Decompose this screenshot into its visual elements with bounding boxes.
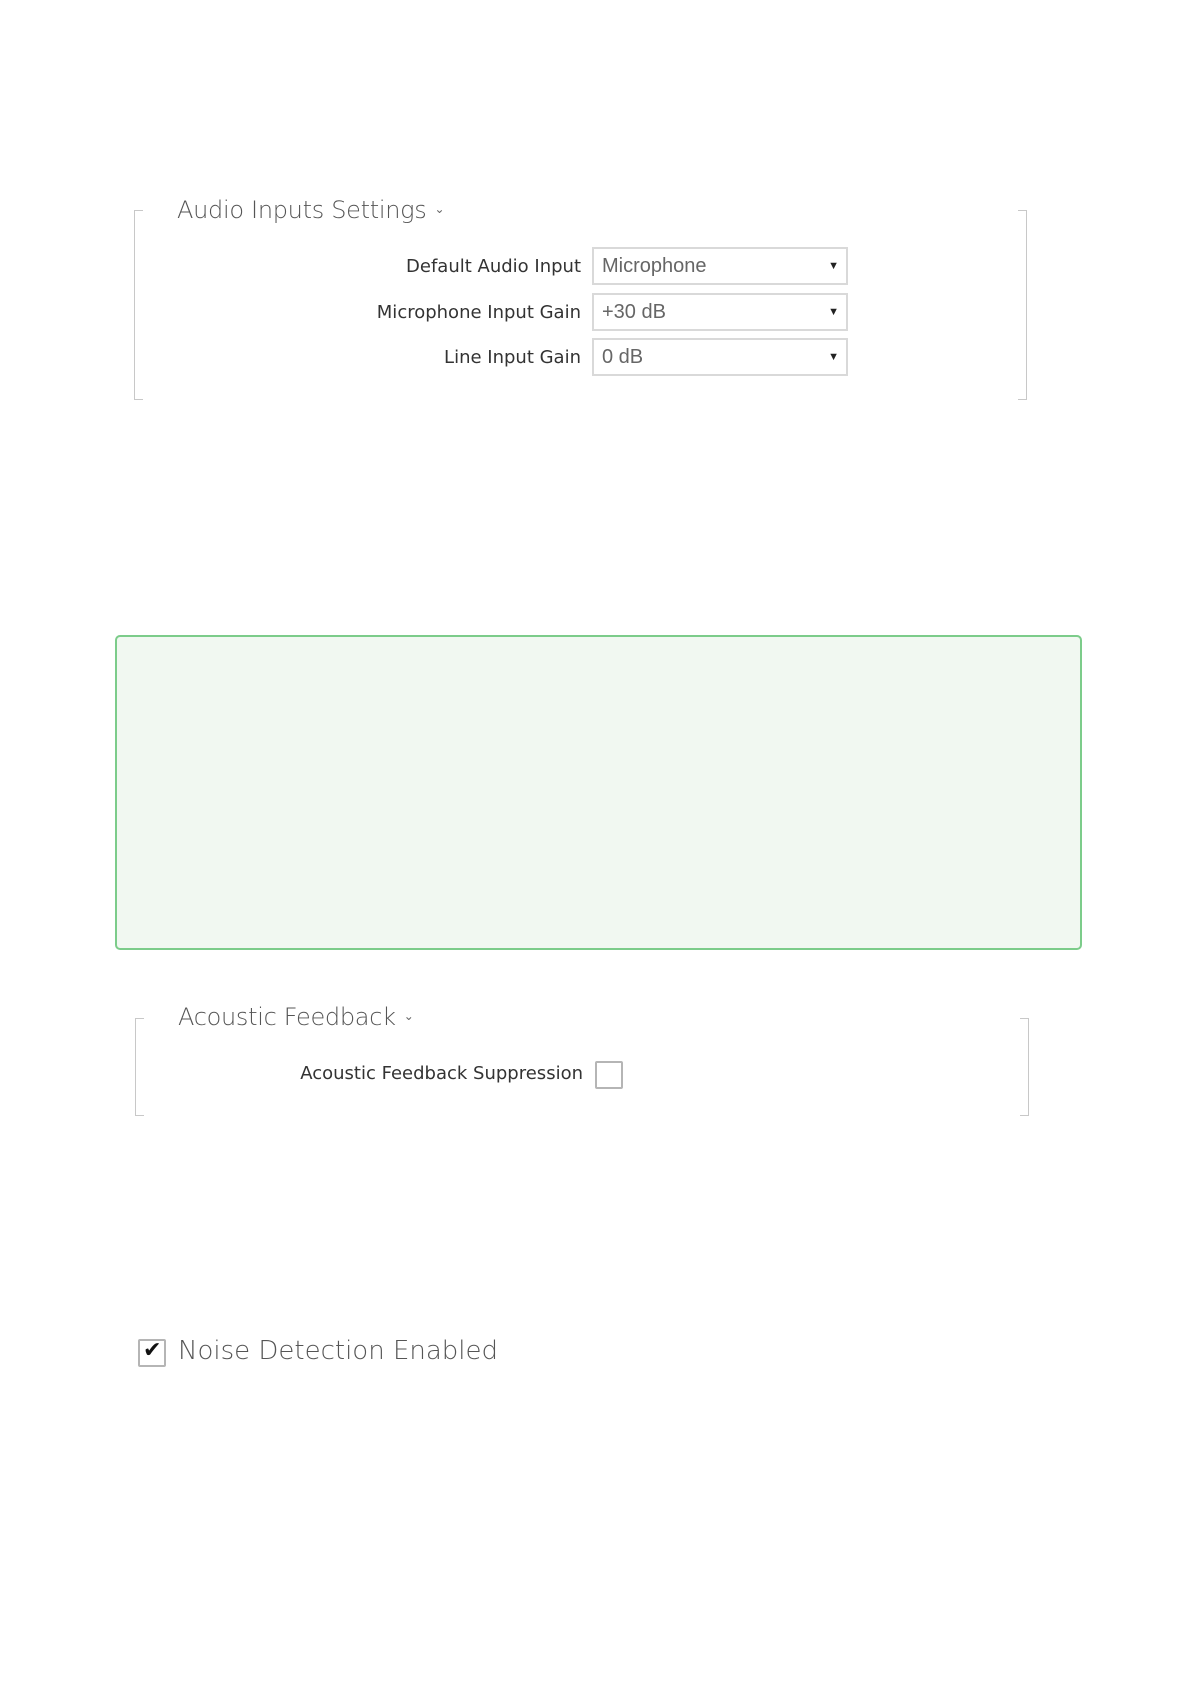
noise-detection-label: Noise Detection Enabled <box>178 1336 499 1366</box>
default-audio-input-select[interactable] <box>592 247 848 285</box>
acoustic-feedback-suppression-label: Acoustic Feedback Suppression <box>300 1063 583 1084</box>
audio-inputs-title-text: Audio Inputs Settings <box>177 196 427 224</box>
default-audio-input-value: Microphone <box>602 255 707 277</box>
triangle-down-icon: ▼ <box>828 351 839 363</box>
acoustic-feedback-title-text: Acoustic Feedback <box>178 1003 396 1031</box>
audio-inputs-title[interactable] <box>177 196 444 224</box>
chevron-down-icon: ⌄ <box>434 202 445 216</box>
section-bracket-left <box>134 210 143 400</box>
chevron-down-icon: ⌄ <box>403 1009 414 1023</box>
checkmark-icon: ✔ <box>143 1338 162 1363</box>
line-input-gain-select[interactable] <box>592 338 848 376</box>
acoustic-feedback-suppression-checkbox[interactable] <box>595 1061 623 1089</box>
triangle-down-icon: ▼ <box>828 260 839 272</box>
section-bracket-right <box>1018 210 1027 400</box>
microphone-input-gain-label: Microphone Input Gain <box>376 302 581 323</box>
line-input-gain-label: Line Input Gain <box>444 347 581 368</box>
section-bracket-left <box>135 1018 144 1116</box>
microphone-input-gain-value: +30 dB <box>602 301 666 323</box>
section-bracket-right <box>1020 1018 1029 1116</box>
line-input-gain-value: 0 dB <box>602 346 644 368</box>
triangle-down-icon: ▼ <box>828 306 839 318</box>
noise-detection-checkbox[interactable] <box>138 1339 166 1367</box>
acoustic-feedback-title[interactable] <box>178 1003 413 1031</box>
microphone-input-gain-select[interactable] <box>592 293 848 331</box>
info-panel <box>115 635 1082 950</box>
default-audio-input-label: Default Audio Input <box>406 256 581 277</box>
